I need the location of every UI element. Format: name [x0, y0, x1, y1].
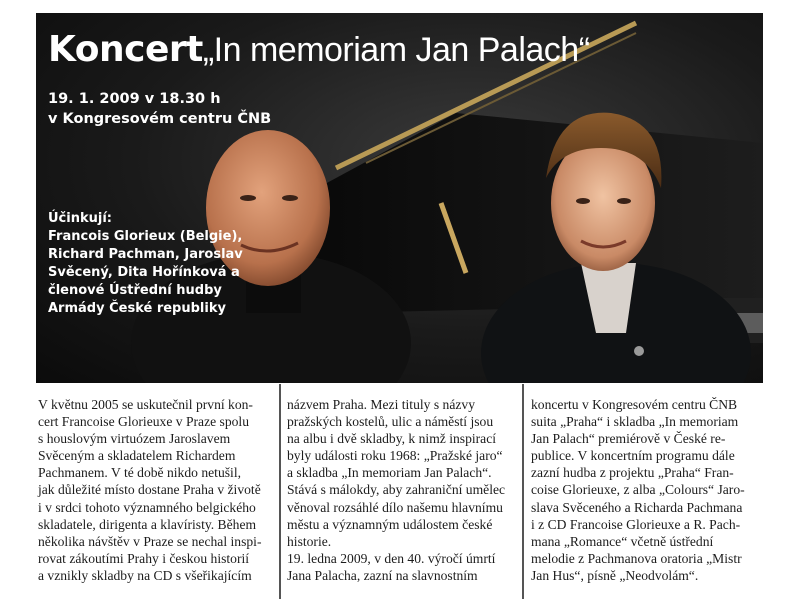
text-line: městu a významným událostem české — [287, 516, 493, 532]
right-man-eye-right — [617, 198, 631, 204]
left-man-eye-right — [282, 195, 298, 201]
text-line: Jan Hus“, písně „Neodvolám“. — [531, 567, 699, 583]
right-man-button — [634, 346, 644, 356]
text-line: názvem Praha. Mezi tituly s názvy — [287, 397, 475, 412]
text-line: a skladba „In memoriam Jan Palach“. — [287, 465, 492, 481]
text-line: cert Francoise Glorieuxe v Praze spolu — [38, 414, 250, 430]
right-man-eye-left — [576, 198, 590, 204]
cast-block — [48, 210, 248, 318]
article-column-3 — [531, 396, 765, 584]
text-line: V květnu 2005 se uskutečnil první kon- — [38, 397, 253, 412]
column-divider — [522, 384, 524, 599]
text-line: byly události roku 1968: „Pražské jaro“ — [287, 448, 503, 464]
article-column-2 — [287, 396, 521, 584]
text-line: rovat zákoutími Prahy i českou historií — [38, 550, 250, 566]
text-line: Stává s málokdy, aby zahraniční umělec — [287, 482, 506, 498]
hero-photo — [36, 13, 763, 383]
text-line: suita „Praha“ i skladba „In memoriam — [531, 414, 739, 430]
left-man-eye-left — [240, 195, 256, 201]
text-line: s houslovým virtuózem Jaroslavem — [38, 431, 231, 447]
text-line: na albu i dvě skladby, k nimž inspirací — [287, 431, 497, 447]
text-line: několika návštěv v Praze se nechal inspi- — [38, 533, 262, 549]
headline — [48, 29, 590, 70]
text-line: a vznikly skladby na CD s všeřikajícím — [38, 567, 252, 583]
cast-label: Účinkují: — [48, 211, 112, 226]
text-line: publice. V koncertním programu dále — [531, 448, 735, 464]
event-info — [48, 89, 288, 129]
text-line: mana „Romance“ včetně ústřední — [531, 533, 714, 549]
text-line: Jana Palacha, zazní na slavnostním — [287, 567, 478, 583]
text-line: věnoval rozsáhlé dílo našemu hlavnímu — [287, 499, 503, 515]
text-line: 19. ledna 2009, v den 40. výročí úmrtí — [287, 550, 496, 566]
text-line: Pachmanem. V té době nikdo netušil, — [38, 465, 241, 481]
text-line: koncertu v Kongresovém centru ČNB — [531, 397, 738, 412]
headline-title: „In memoriam Jan Palach“ — [202, 31, 590, 69]
text-line: slava Svěceného a Richarda Pachmana — [531, 499, 743, 515]
text-line: skladatele, dirigenta a klavíristy. Během — [38, 516, 257, 532]
text-line: jak důležité místo dostane Praha v životě — [38, 482, 261, 498]
column-divider — [279, 384, 281, 599]
headline-keyword: Koncert — [48, 29, 203, 70]
event-date-time: 19. 1. 2009 v 18.30 h — [48, 91, 221, 107]
text-line: pražských kostelů, ulic a náměstí jsou — [287, 414, 494, 430]
text-line: historie. — [287, 533, 332, 549]
text-line: Jan Palach“ premiérově v České re- — [531, 431, 726, 447]
text-line: Svěceným a skladatelem Richardem — [38, 448, 236, 464]
text-line: i v srdci tohoto významného belgického — [38, 499, 256, 515]
text-line: zazní hudba z projektu „Praha“ Fran- — [531, 465, 734, 481]
text-line: i z CD Francoise Glorieuxe a R. Pach- — [531, 516, 741, 532]
article-body — [36, 384, 763, 599]
article-column-1 — [38, 396, 272, 584]
event-venue: v Kongresovém centru ČNB — [48, 111, 272, 127]
cast-performers: Francois Glorieux (Belgie), Richard Pachman, Jaroslav Svěcený, Dita Hořínková a členové Ústřední hudby Armády České republiky — [48, 229, 243, 316]
text-line: melodie z Pachmanova oratoria „Mistr — [531, 550, 742, 566]
text-line: coise Glorieuxe, z alba „Colours“ Jaro- — [531, 482, 745, 498]
